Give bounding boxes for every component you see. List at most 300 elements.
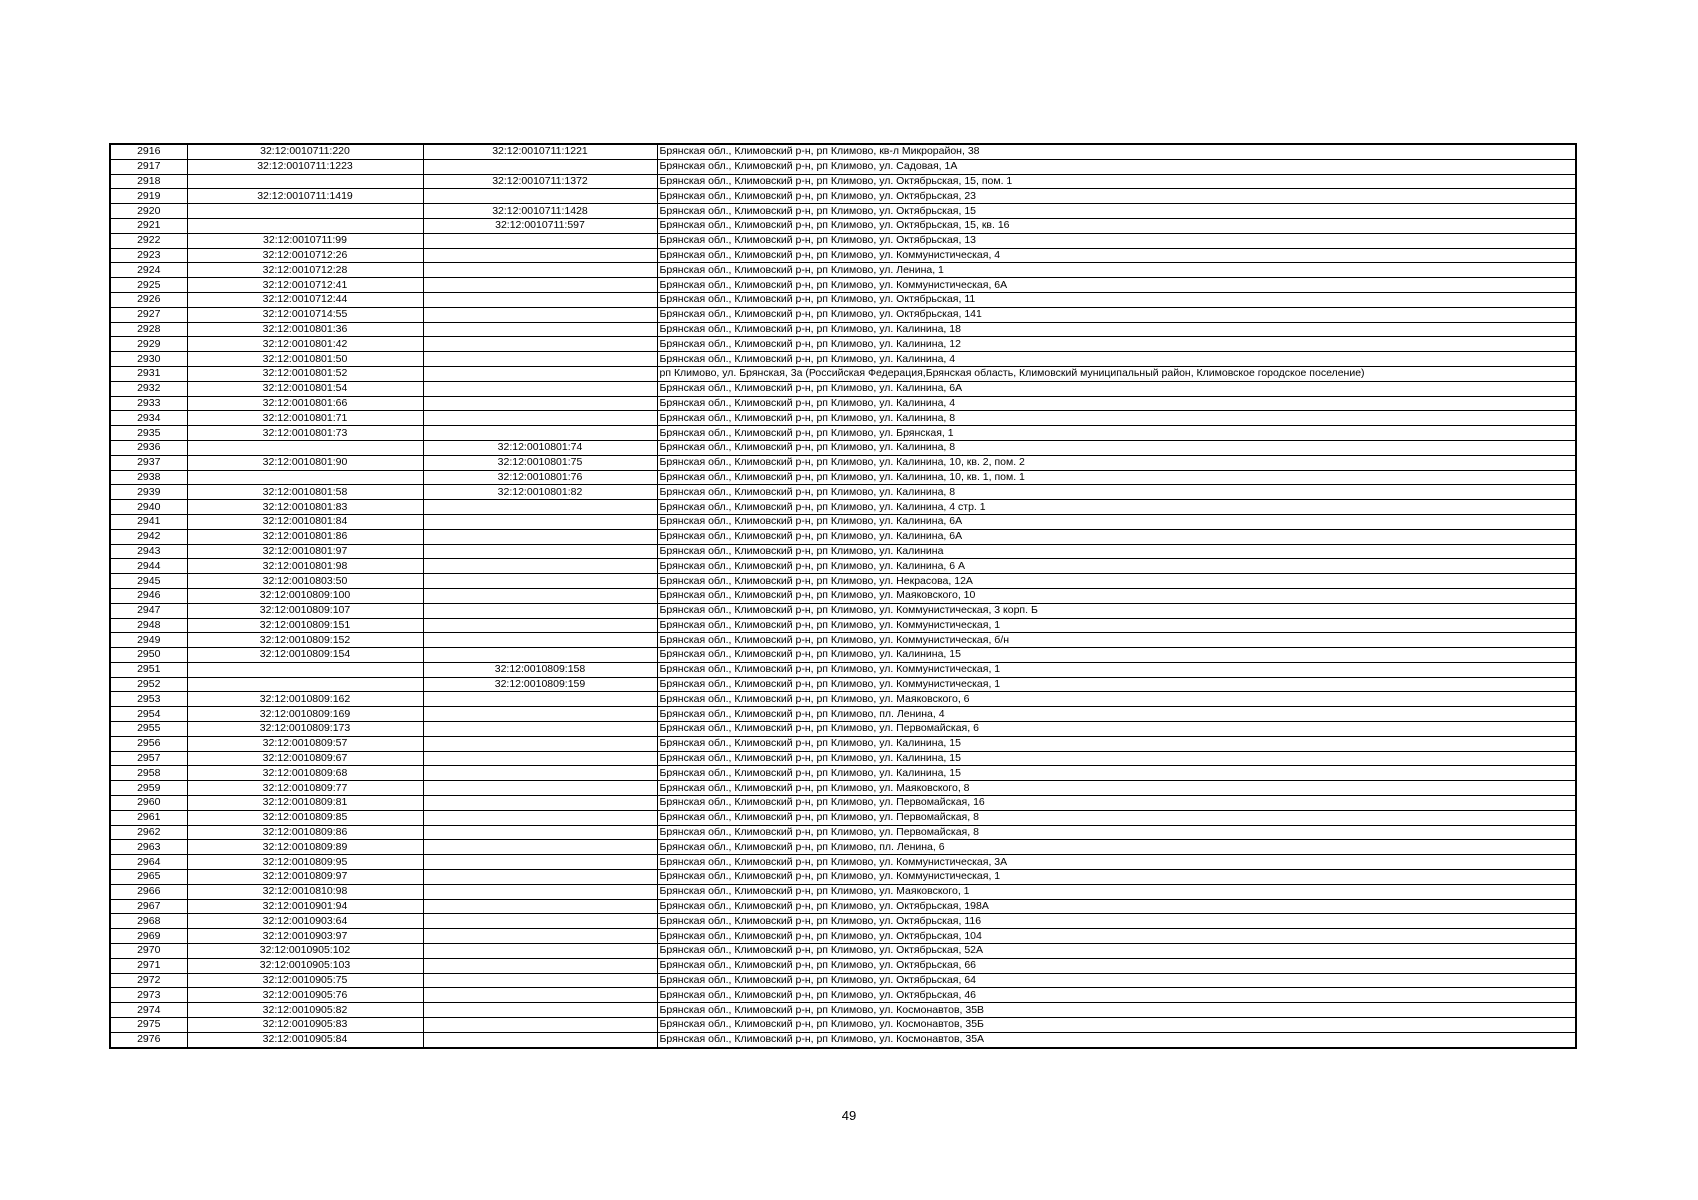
table-row [110, 914, 1576, 929]
row-number-cell: 2940 [110, 500, 187, 515]
address-cell: Брянская обл., Климовский р-н, рп Климово, ул. Первомайская, 6 [657, 722, 1576, 737]
related-cadastral-number-cell [423, 366, 657, 381]
row-number-cell: 2973 [110, 988, 187, 1003]
address-cell: Брянская обл., Климовский р-н, рп Климово, ул. Первомайская, 16 [657, 796, 1576, 811]
row-number-cell: 2930 [110, 352, 187, 367]
table-row [110, 929, 1576, 944]
row-number-cell: 2920 [110, 204, 187, 219]
cadastral-number-cell: 32:12:0010712:41 [187, 278, 423, 293]
table-row [110, 1032, 1576, 1047]
related-cadastral-number-cell [423, 973, 657, 988]
related-cadastral-number-cell [423, 588, 657, 603]
related-cadastral-number-cell [423, 1018, 657, 1033]
cadastral-number-cell [187, 174, 423, 189]
row-number-cell: 2976 [110, 1032, 187, 1047]
row-number-cell: 2948 [110, 618, 187, 633]
cadastral-number-cell [187, 218, 423, 233]
cadastral-number-cell: 32:12:0010809:162 [187, 692, 423, 707]
related-cadastral-number-cell [423, 233, 657, 248]
address-cell: Брянская обл., Климовский р-н, рп Климово, ул. Калинина, 15 [657, 648, 1576, 663]
related-cadastral-number-cell [423, 411, 657, 426]
table-row [110, 677, 1576, 692]
row-number-cell: 2965 [110, 870, 187, 885]
row-number-cell: 2941 [110, 514, 187, 529]
address-cell: Брянская обл., Климовский р-н, рп Климово, пл. Ленина, 4 [657, 707, 1576, 722]
address-cell: Брянская обл., Климовский р-н, рп Климово, ул. Калинина, 10, кв. 1, пом. 1 [657, 470, 1576, 485]
row-number-cell: 2933 [110, 396, 187, 411]
table-row [110, 958, 1576, 973]
table-row [110, 292, 1576, 307]
cadastral-number-cell [187, 470, 423, 485]
table-row [110, 426, 1576, 441]
row-number-cell: 2950 [110, 648, 187, 663]
related-cadastral-number-cell [423, 500, 657, 515]
table-row [110, 603, 1576, 618]
cadastral-number-cell: 32:12:0010711:220 [187, 144, 423, 159]
related-cadastral-number-cell [423, 278, 657, 293]
address-cell: Брянская обл., Климовский р-н, рп Климово, ул. Калинина, 18 [657, 322, 1576, 337]
cadastral-number-cell: 32:12:0010905:76 [187, 988, 423, 1003]
address-cell: Брянская обл., Климовский р-н, рп Климово, ул. Октябрьская, 23 [657, 189, 1576, 204]
table-row [110, 337, 1576, 352]
cadastral-number-cell: 32:12:0010801:52 [187, 366, 423, 381]
address-cell: Брянская обл., Климовский р-н, рп Климово, ул. Коммунистическая, 1 [657, 662, 1576, 677]
row-number-cell: 2921 [110, 218, 187, 233]
row-number-cell: 2952 [110, 677, 187, 692]
table-row [110, 988, 1576, 1003]
table-row [110, 263, 1576, 278]
cadastral-number-cell: 32:12:0010809:81 [187, 796, 423, 811]
related-cadastral-number-cell [423, 603, 657, 618]
cadastral-number-cell: 32:12:0010801:54 [187, 381, 423, 396]
related-cadastral-number-cell [423, 870, 657, 885]
row-number-cell: 2954 [110, 707, 187, 722]
row-number-cell: 2935 [110, 426, 187, 441]
row-number-cell: 2958 [110, 766, 187, 781]
address-cell: Брянская обл., Климовский р-н, рп Климово, ул. Космонавтов, 35В [657, 1003, 1576, 1018]
related-cadastral-number-cell [423, 766, 657, 781]
related-cadastral-number-cell [423, 958, 657, 973]
row-number-cell: 2971 [110, 958, 187, 973]
related-cadastral-number-cell [423, 855, 657, 870]
address-cell: Брянская обл., Климовский р-н, рп Климово, ул. Октябрьская, 13 [657, 233, 1576, 248]
address-cell: Брянская обл., Климовский р-н, рп Климово, ул. Калинина, 8 [657, 411, 1576, 426]
row-number-cell: 2918 [110, 174, 187, 189]
cadastral-number-cell: 32:12:0010711:1223 [187, 159, 423, 174]
cadastral-number-cell: 32:12:0010905:103 [187, 958, 423, 973]
table-row [110, 233, 1576, 248]
row-number-cell: 2944 [110, 559, 187, 574]
address-cell: Брянская обл., Климовский р-н, рп Климово, ул. Коммунистическая, 3 корп. Б [657, 603, 1576, 618]
row-number-cell: 2956 [110, 736, 187, 751]
cadastral-number-cell [187, 662, 423, 677]
address-cell: Брянская обл., Климовский р-н, рп Климово, ул. Октябрьская, 15 [657, 204, 1576, 219]
cadastral-number-cell: 32:12:0010905:84 [187, 1032, 423, 1047]
related-cadastral-number-cell [423, 810, 657, 825]
table-row [110, 248, 1576, 263]
row-number-cell: 2957 [110, 751, 187, 766]
cadastral-number-cell: 32:12:0010809:57 [187, 736, 423, 751]
row-number-cell: 2925 [110, 278, 187, 293]
cadastral-number-cell: 32:12:0010801:42 [187, 337, 423, 352]
cadastral-number-cell: 32:12:0010905:82 [187, 1003, 423, 1018]
cadastral-number-cell: 32:12:0010801:50 [187, 352, 423, 367]
table-row [110, 352, 1576, 367]
address-cell: Брянская обл., Климовский р-н, рп Климово, ул. Калинина, 6А [657, 381, 1576, 396]
cadastral-number-cell: 32:12:0010801:66 [187, 396, 423, 411]
row-number-cell: 2942 [110, 529, 187, 544]
cadastral-number-cell: 32:12:0010801:90 [187, 455, 423, 470]
row-number-cell: 2972 [110, 973, 187, 988]
related-cadastral-number-cell [423, 929, 657, 944]
table-row [110, 751, 1576, 766]
address-cell: Брянская обл., Климовский р-н, рп Климово, ул. Калинина, 15 [657, 736, 1576, 751]
table-row [110, 381, 1576, 396]
related-cadastral-number-cell [423, 263, 657, 278]
address-cell: Брянская обл., Климовский р-н, рп Климово, ул. Садовая, 1А [657, 159, 1576, 174]
table-row [110, 1003, 1576, 1018]
table-row [110, 781, 1576, 796]
table-row [110, 144, 1576, 159]
row-number-cell: 2927 [110, 307, 187, 322]
related-cadastral-number-cell: 32:12:0010809:159 [423, 677, 657, 692]
cadastral-number-cell: 32:12:0010809:86 [187, 825, 423, 840]
cadastral-number-cell: 32:12:0010803:50 [187, 574, 423, 589]
address-cell: Брянская обл., Климовский р-н, рп Климово, ул. Октябрьская, 15, пом. 1 [657, 174, 1576, 189]
related-cadastral-number-cell [423, 352, 657, 367]
registry-table [109, 143, 1577, 1049]
row-number-cell: 2924 [110, 263, 187, 278]
cadastral-number-cell [187, 677, 423, 692]
row-number-cell: 2934 [110, 411, 187, 426]
related-cadastral-number-cell [423, 337, 657, 352]
row-number-cell: 2926 [110, 292, 187, 307]
row-number-cell: 2938 [110, 470, 187, 485]
address-cell: Брянская обл., Климовский р-н, рп Климово, ул. Калинина, 8 [657, 485, 1576, 500]
row-number-cell: 2922 [110, 233, 187, 248]
row-number-cell: 2939 [110, 485, 187, 500]
address-cell: Брянская обл., Климовский р-н, рп Климово, ул. Калинина, 12 [657, 337, 1576, 352]
address-cell: Брянская обл., Климовский р-н, рп Климово, ул. Октябрьская, 116 [657, 914, 1576, 929]
cadastral-number-cell: 32:12:0010801:71 [187, 411, 423, 426]
cadastral-number-cell: 32:12:0010801:84 [187, 514, 423, 529]
row-number-cell: 2953 [110, 692, 187, 707]
row-number-cell: 2917 [110, 159, 187, 174]
address-cell: Брянская обл., Климовский р-н, рп Климово, ул. Коммунистическая, 1 [657, 677, 1576, 692]
related-cadastral-number-cell [423, 381, 657, 396]
related-cadastral-number-cell [423, 944, 657, 959]
related-cadastral-number-cell [423, 796, 657, 811]
row-number-cell: 2970 [110, 944, 187, 959]
cadastral-number-cell: 32:12:0010801:98 [187, 559, 423, 574]
row-number-cell: 2961 [110, 810, 187, 825]
row-number-cell: 2916 [110, 144, 187, 159]
cadastral-number-cell: 32:12:0010905:75 [187, 973, 423, 988]
address-cell: Брянская обл., Климовский р-н, рп Климово, ул. Октябрьская, 46 [657, 988, 1576, 1003]
related-cadastral-number-cell [423, 292, 657, 307]
cadastral-number-cell: 32:12:0010712:44 [187, 292, 423, 307]
row-number-cell: 2931 [110, 366, 187, 381]
address-cell: Брянская обл., Климовский р-н, рп Климово, ул. Первомайская, 8 [657, 825, 1576, 840]
address-cell: Брянская обл., Климовский р-н, рп Климово, ул. Коммунистическая, 6А [657, 278, 1576, 293]
address-cell: Брянская обл., Климовский р-н, рп Климово, ул. Калинина, 4 [657, 396, 1576, 411]
table-row [110, 899, 1576, 914]
table-row [110, 736, 1576, 751]
table-row [110, 692, 1576, 707]
cadastral-number-cell: 32:12:0010801:86 [187, 529, 423, 544]
cadastral-number-cell: 32:12:0010901:94 [187, 899, 423, 914]
table-row [110, 189, 1576, 204]
table-row [110, 633, 1576, 648]
table-row [110, 574, 1576, 589]
address-cell: Брянская обл., Климовский р-н, рп Климово, ул. Калинина, 6А [657, 529, 1576, 544]
related-cadastral-number-cell [423, 529, 657, 544]
related-cadastral-number-cell [423, 1003, 657, 1018]
table-row [110, 944, 1576, 959]
row-number-cell: 2969 [110, 929, 187, 944]
cadastral-number-cell: 32:12:0010809:68 [187, 766, 423, 781]
cadastral-number-cell: 32:12:0010712:28 [187, 263, 423, 278]
cadastral-number-cell: 32:12:0010809:95 [187, 855, 423, 870]
row-number-cell: 2919 [110, 189, 187, 204]
related-cadastral-number-cell [423, 751, 657, 766]
related-cadastral-number-cell [423, 322, 657, 337]
table-row [110, 884, 1576, 899]
page-number: 49 [841, 1108, 857, 1123]
related-cadastral-number-cell: 32:12:0010801:75 [423, 455, 657, 470]
table-row [110, 411, 1576, 426]
related-cadastral-number-cell [423, 248, 657, 263]
address-cell: Брянская обл., Климовский р-н, рп Климово, ул. Коммунистическая, б/н [657, 633, 1576, 648]
address-cell: Брянская обл., Климовский р-н, рп Климово, ул. Ленина, 1 [657, 263, 1576, 278]
related-cadastral-number-cell [423, 736, 657, 751]
cadastral-number-cell: 32:12:0010809:152 [187, 633, 423, 648]
table-row [110, 485, 1576, 500]
table-row [110, 810, 1576, 825]
related-cadastral-number-cell [423, 899, 657, 914]
address-cell: Брянская обл., Климовский р-н, рп Климово, ул. Калинина, 8 [657, 440, 1576, 455]
related-cadastral-number-cell [423, 707, 657, 722]
address-cell: Брянская обл., Климовский р-н, рп Климово, ул. Октябрьская, 11 [657, 292, 1576, 307]
table-row [110, 648, 1576, 663]
table-row [110, 722, 1576, 737]
table-row [110, 322, 1576, 337]
row-number-cell: 2936 [110, 440, 187, 455]
cadastral-number-cell: 32:12:0010809:67 [187, 751, 423, 766]
related-cadastral-number-cell [423, 307, 657, 322]
table-row [110, 455, 1576, 470]
table-row [110, 662, 1576, 677]
related-cadastral-number-cell [423, 692, 657, 707]
row-number-cell: 2963 [110, 840, 187, 855]
address-cell: Брянская обл., Климовский р-н, рп Климово, ул. Октябрьская, 198А [657, 899, 1576, 914]
related-cadastral-number-cell [423, 159, 657, 174]
address-cell: Брянская обл., Климовский р-н, рп Климово, ул. Октябрьская, 141 [657, 307, 1576, 322]
row-number-cell: 2947 [110, 603, 187, 618]
table-row [110, 159, 1576, 174]
table-row [110, 1018, 1576, 1033]
cadastral-number-cell: 32:12:0010711:1419 [187, 189, 423, 204]
table-row [110, 529, 1576, 544]
table-row [110, 973, 1576, 988]
row-number-cell: 2928 [110, 322, 187, 337]
row-number-cell: 2968 [110, 914, 187, 929]
related-cadastral-number-cell [423, 840, 657, 855]
address-cell: Брянская обл., Климовский р-н, рп Климово, ул. Космонавтов, 35Б [657, 1018, 1576, 1033]
registry-table-container [109, 143, 1575, 1049]
address-cell: Брянская обл., Климовский р-н, рп Климово, ул. Маяковского, 10 [657, 588, 1576, 603]
related-cadastral-number-cell [423, 514, 657, 529]
address-cell: Брянская обл., Климовский р-н, рп Климово, ул. Маяковского, 8 [657, 781, 1576, 796]
related-cadastral-number-cell [423, 618, 657, 633]
address-cell: Брянская обл., Климовский р-н, рп Климово, пл. Ленина, 6 [657, 840, 1576, 855]
cadastral-number-cell: 32:12:0010809:173 [187, 722, 423, 737]
related-cadastral-number-cell: 32:12:0010711:1428 [423, 204, 657, 219]
table-row [110, 840, 1576, 855]
address-cell: Брянская обл., Климовский р-н, рп Климово, ул. Первомайская, 8 [657, 810, 1576, 825]
row-number-cell: 2932 [110, 381, 187, 396]
cadastral-number-cell: 32:12:0010903:97 [187, 929, 423, 944]
address-cell: Брянская обл., Климовский р-н, рп Климово, ул. Калинина, 4 стр. 1 [657, 500, 1576, 515]
address-cell: Брянская обл., Климовский р-н, рп Климово, ул. Калинина, 10, кв. 2, пом. 2 [657, 455, 1576, 470]
cadastral-number-cell: 32:12:0010714:55 [187, 307, 423, 322]
cadastral-number-cell: 32:12:0010810:98 [187, 884, 423, 899]
address-cell: Брянская обл., Климовский р-н, рп Климово, ул. Некрасова, 12А [657, 574, 1576, 589]
related-cadastral-number-cell: 32:12:0010801:76 [423, 470, 657, 485]
row-number-cell: 2967 [110, 899, 187, 914]
table-row [110, 218, 1576, 233]
row-number-cell: 2974 [110, 1003, 187, 1018]
row-number-cell: 2949 [110, 633, 187, 648]
related-cadastral-number-cell [423, 914, 657, 929]
row-number-cell: 2923 [110, 248, 187, 263]
address-cell: Брянская обл., Климовский р-н, рп Климово, ул. Коммунистическая, 4 [657, 248, 1576, 263]
registry-table-body [110, 144, 1576, 1048]
table-row [110, 825, 1576, 840]
related-cadastral-number-cell [423, 722, 657, 737]
related-cadastral-number-cell [423, 988, 657, 1003]
related-cadastral-number-cell: 32:12:0010801:74 [423, 440, 657, 455]
related-cadastral-number-cell [423, 825, 657, 840]
related-cadastral-number-cell [423, 426, 657, 441]
row-number-cell: 2943 [110, 544, 187, 559]
address-cell: Брянская обл., Климовский р-н, рп Климово, ул. Октябрьская, 104 [657, 929, 1576, 944]
related-cadastral-number-cell: 32:12:0010711:597 [423, 218, 657, 233]
cadastral-number-cell: 32:12:0010809:100 [187, 588, 423, 603]
cadastral-number-cell [187, 204, 423, 219]
address-cell: Брянская обл., Климовский р-н, рп Климово, ул. Маяковского, 1 [657, 884, 1576, 899]
table-row [110, 707, 1576, 722]
address-cell: Брянская обл., Климовский р-н, рп Климово, ул. Коммунистическая, 1 [657, 870, 1576, 885]
cadastral-number-cell: 32:12:0010809:77 [187, 781, 423, 796]
table-row [110, 440, 1576, 455]
related-cadastral-number-cell [423, 396, 657, 411]
row-number-cell: 2951 [110, 662, 187, 677]
related-cadastral-number-cell [423, 1032, 657, 1047]
table-row [110, 470, 1576, 485]
address-cell: Брянская обл., Климовский р-н, рп Климово, ул. Октябрьская, 52А [657, 944, 1576, 959]
cadastral-number-cell: 32:12:0010809:89 [187, 840, 423, 855]
related-cadastral-number-cell [423, 189, 657, 204]
address-cell: Брянская обл., Климовский р-н, рп Климово, ул. Калинина, 6 А [657, 559, 1576, 574]
related-cadastral-number-cell [423, 574, 657, 589]
table-row [110, 855, 1576, 870]
related-cadastral-number-cell: 32:12:0010801:82 [423, 485, 657, 500]
row-number-cell: 2929 [110, 337, 187, 352]
row-number-cell: 2960 [110, 796, 187, 811]
table-row [110, 796, 1576, 811]
row-number-cell: 2946 [110, 588, 187, 603]
row-number-cell: 2959 [110, 781, 187, 796]
table-row [110, 174, 1576, 189]
address-cell: Брянская обл., Климовский р-н, рп Климово, ул. Калинина, 15 [657, 751, 1576, 766]
related-cadastral-number-cell [423, 648, 657, 663]
table-row [110, 204, 1576, 219]
related-cadastral-number-cell [423, 544, 657, 559]
cadastral-number-cell: 32:12:0010801:97 [187, 544, 423, 559]
address-cell: Брянская обл., Климовский р-н, рп Климово, кв-л Микрорайон, 38 [657, 144, 1576, 159]
address-cell: Брянская обл., Климовский р-н, рп Климово, ул. Калинина, 6А [657, 514, 1576, 529]
related-cadastral-number-cell [423, 633, 657, 648]
table-row [110, 766, 1576, 781]
address-cell: рп Климово, ул. Брянская, 3а (Российская Федерация,Брянская область, Климовский муниципальный район, Климовское городское поселение) [657, 366, 1576, 381]
address-cell: Брянская обл., Климовский р-н, рп Климово, ул. Брянская, 1 [657, 426, 1576, 441]
cadastral-number-cell: 32:12:0010712:26 [187, 248, 423, 263]
table-row [110, 307, 1576, 322]
related-cadastral-number-cell [423, 884, 657, 899]
cadastral-number-cell: 32:12:0010809:154 [187, 648, 423, 663]
address-cell: Брянская обл., Климовский р-н, рп Климово, ул. Калинина [657, 544, 1576, 559]
cadastral-number-cell: 32:12:0010801:83 [187, 500, 423, 515]
table-row [110, 366, 1576, 381]
address-cell: Брянская обл., Климовский р-н, рп Климово, ул. Калинина, 15 [657, 766, 1576, 781]
address-cell: Брянская обл., Климовский р-н, рп Климово, ул. Октябрьская, 66 [657, 958, 1576, 973]
row-number-cell: 2955 [110, 722, 187, 737]
row-number-cell: 2966 [110, 884, 187, 899]
row-number-cell: 2975 [110, 1018, 187, 1033]
table-row [110, 396, 1576, 411]
address-cell: Брянская обл., Климовский р-н, рп Климово, ул. Космонавтов, 35А [657, 1032, 1576, 1047]
address-cell: Брянская обл., Климовский р-н, рп Климово, ул. Октябрьская, 15, кв. 16 [657, 218, 1576, 233]
related-cadastral-number-cell [423, 781, 657, 796]
row-number-cell: 2964 [110, 855, 187, 870]
address-cell: Брянская обл., Климовский р-н, рп Климово, ул. Коммунистическая, 3А [657, 855, 1576, 870]
cadastral-number-cell [187, 440, 423, 455]
cadastral-number-cell: 32:12:0010801:58 [187, 485, 423, 500]
address-cell: Брянская обл., Климовский р-н, рп Климово, ул. Маяковского, 6 [657, 692, 1576, 707]
cadastral-number-cell: 32:12:0010809:151 [187, 618, 423, 633]
related-cadastral-number-cell: 32:12:0010809:158 [423, 662, 657, 677]
row-number-cell: 2962 [110, 825, 187, 840]
related-cadastral-number-cell: 32:12:0010711:1372 [423, 174, 657, 189]
cadastral-number-cell: 32:12:0010801:36 [187, 322, 423, 337]
table-row [110, 544, 1576, 559]
cadastral-number-cell: 32:12:0010809:97 [187, 870, 423, 885]
table-row [110, 588, 1576, 603]
row-number-cell: 2945 [110, 574, 187, 589]
table-row [110, 514, 1576, 529]
cadastral-number-cell: 32:12:0010903:64 [187, 914, 423, 929]
address-cell: Брянская обл., Климовский р-н, рп Климово, ул. Калинина, 4 [657, 352, 1576, 367]
table-row [110, 278, 1576, 293]
table-row [110, 559, 1576, 574]
table-row [110, 870, 1576, 885]
related-cadastral-number-cell: 32:12:0010711:1221 [423, 144, 657, 159]
table-row [110, 500, 1576, 515]
cadastral-number-cell: 32:12:0010711:99 [187, 233, 423, 248]
related-cadastral-number-cell [423, 559, 657, 574]
address-cell: Брянская обл., Климовский р-н, рп Климово, ул. Октябрьская, 64 [657, 973, 1576, 988]
